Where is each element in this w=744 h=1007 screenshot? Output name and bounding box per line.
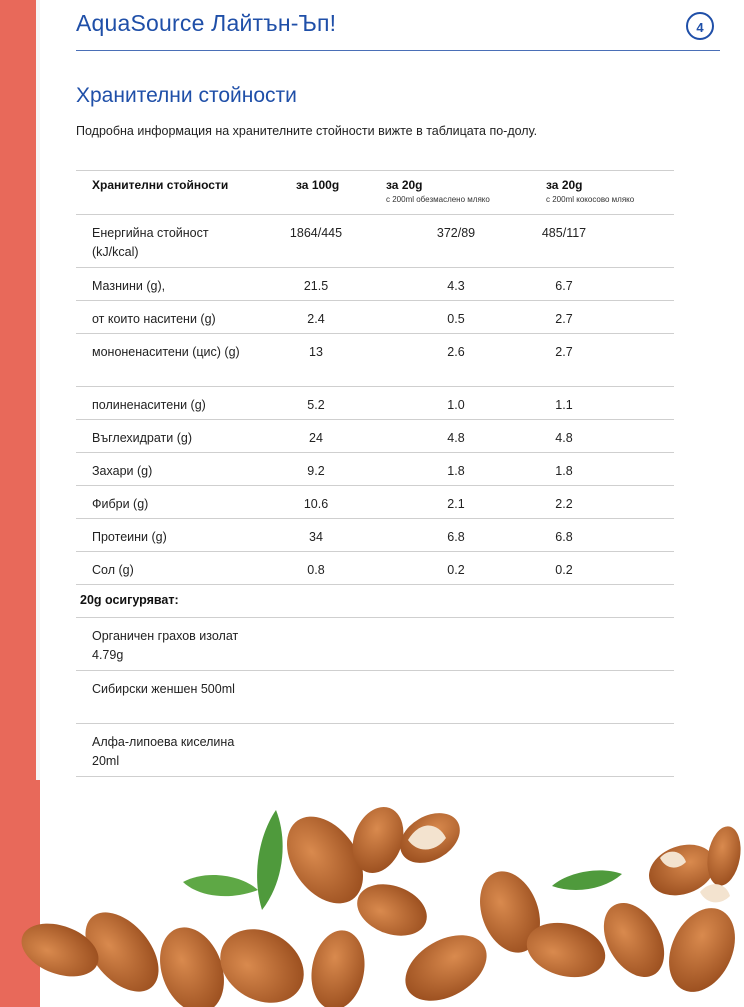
- table-row: [76, 518, 674, 551]
- row-value-coconut: 0.2: [555, 563, 573, 577]
- table-header-row: [76, 170, 674, 214]
- row-label: Мазнини (g),: [92, 279, 166, 293]
- page-number-badge: 4: [686, 12, 714, 40]
- row-value-skim: 1.8: [447, 464, 465, 478]
- row-value-coconut: 6.7: [555, 279, 573, 293]
- table-row: [76, 551, 674, 584]
- brand-title: AquaSource Лайтън-Ъп!: [76, 10, 337, 36]
- row-label: Фибри (g): [92, 497, 149, 511]
- row-value-skim: 2.1: [447, 497, 465, 511]
- table-row: [76, 452, 674, 485]
- table-row: [76, 617, 674, 670]
- row-value-coconut: 6.8: [555, 530, 573, 544]
- row-value-100g: 24: [309, 431, 323, 445]
- row-value-skim: 0.2: [447, 563, 465, 577]
- row-value-coconut: 4.8: [555, 431, 573, 445]
- table-row: [76, 214, 674, 267]
- row-value-100g: 0.8: [307, 563, 325, 577]
- row-label: Въглехидрати (g): [92, 431, 193, 445]
- section-title: Хранителни стойности: [76, 84, 297, 107]
- row-label: Протеини (g): [92, 530, 167, 544]
- row-value-100g: 1864/445: [289, 226, 343, 240]
- row-value-skim: 4.8: [447, 431, 465, 445]
- header-divider: [76, 50, 720, 51]
- table-row: [76, 419, 674, 452]
- row-value-100g: 13: [309, 345, 323, 359]
- row-value-coconut: 485/117: [541, 226, 587, 240]
- almond-icon: [14, 800, 744, 1007]
- row-value-100g: 21.5: [303, 279, 329, 293]
- row-label: от които наситени (g): [92, 312, 216, 326]
- row-value-100g: 9.2: [307, 464, 325, 478]
- row-value-coconut: 1.8: [555, 464, 573, 478]
- intro-text: Подробна информация на хранителните стойности вижте в таблицата по-долу.: [76, 124, 538, 138]
- row-label: полиненаситени (g): [92, 398, 206, 412]
- table-row: [76, 386, 674, 419]
- table-bottom-rule: [76, 776, 674, 777]
- row-value-coconut: 2.7: [555, 312, 573, 326]
- table-row: [76, 723, 674, 776]
- nutrition-table: [76, 170, 674, 777]
- row-value-100g: 2.4: [307, 312, 325, 326]
- provides-item: Алфа-липоева киселина 20ml: [92, 735, 235, 768]
- row-value-coconut: 1.1: [555, 398, 573, 412]
- provides-heading-row: [76, 584, 674, 617]
- table-row: [76, 485, 674, 518]
- provides-item: Органичен грахов изолат 4.79g: [92, 629, 239, 662]
- row-value-coconut: 2.7: [555, 345, 573, 359]
- row-value-skim: 1.0: [447, 398, 465, 412]
- table-row: [76, 670, 674, 723]
- row-value-100g: 5.2: [307, 398, 325, 412]
- row-value-skim: 4.3: [447, 279, 465, 293]
- row-value-100g: 10.6: [303, 497, 329, 511]
- row-label: Енергийна стойност (kJ/kcal): [92, 226, 209, 259]
- row-label: мононенаситени (цис) (g): [92, 345, 240, 359]
- row-value-100g: 34: [309, 530, 323, 544]
- row-value-skim: 0.5: [447, 312, 465, 326]
- header-col3-title: за 20g: [546, 178, 583, 192]
- provides-item: Сибирски женшен 500ml: [92, 682, 235, 696]
- row-label: Сол (g): [92, 563, 134, 577]
- row-label: Захари (g): [92, 464, 153, 478]
- header-col2-title: за 20g: [386, 178, 423, 192]
- row-value-skim: 2.6: [447, 345, 465, 359]
- row-value-skim: 6.8: [447, 530, 465, 544]
- table-row: [76, 333, 674, 386]
- provides-heading: 20g осигуряват:: [80, 593, 179, 607]
- header-col3-sub: с 200ml кокосово мляко: [546, 195, 635, 204]
- almonds-illustration: [0, 800, 744, 1007]
- row-value-coconut: 2.2: [555, 497, 573, 511]
- header-col2-sub: с 200ml обезмаслено мляко: [386, 195, 490, 204]
- table-row: [76, 300, 674, 333]
- header-col2: [386, 178, 490, 204]
- header-label: Хранителни стойности: [92, 178, 229, 192]
- row-value-skim: 372/89: [436, 226, 476, 240]
- table-row: [76, 267, 674, 300]
- header-col1: за 100g: [296, 178, 340, 192]
- header-col3: [546, 178, 634, 204]
